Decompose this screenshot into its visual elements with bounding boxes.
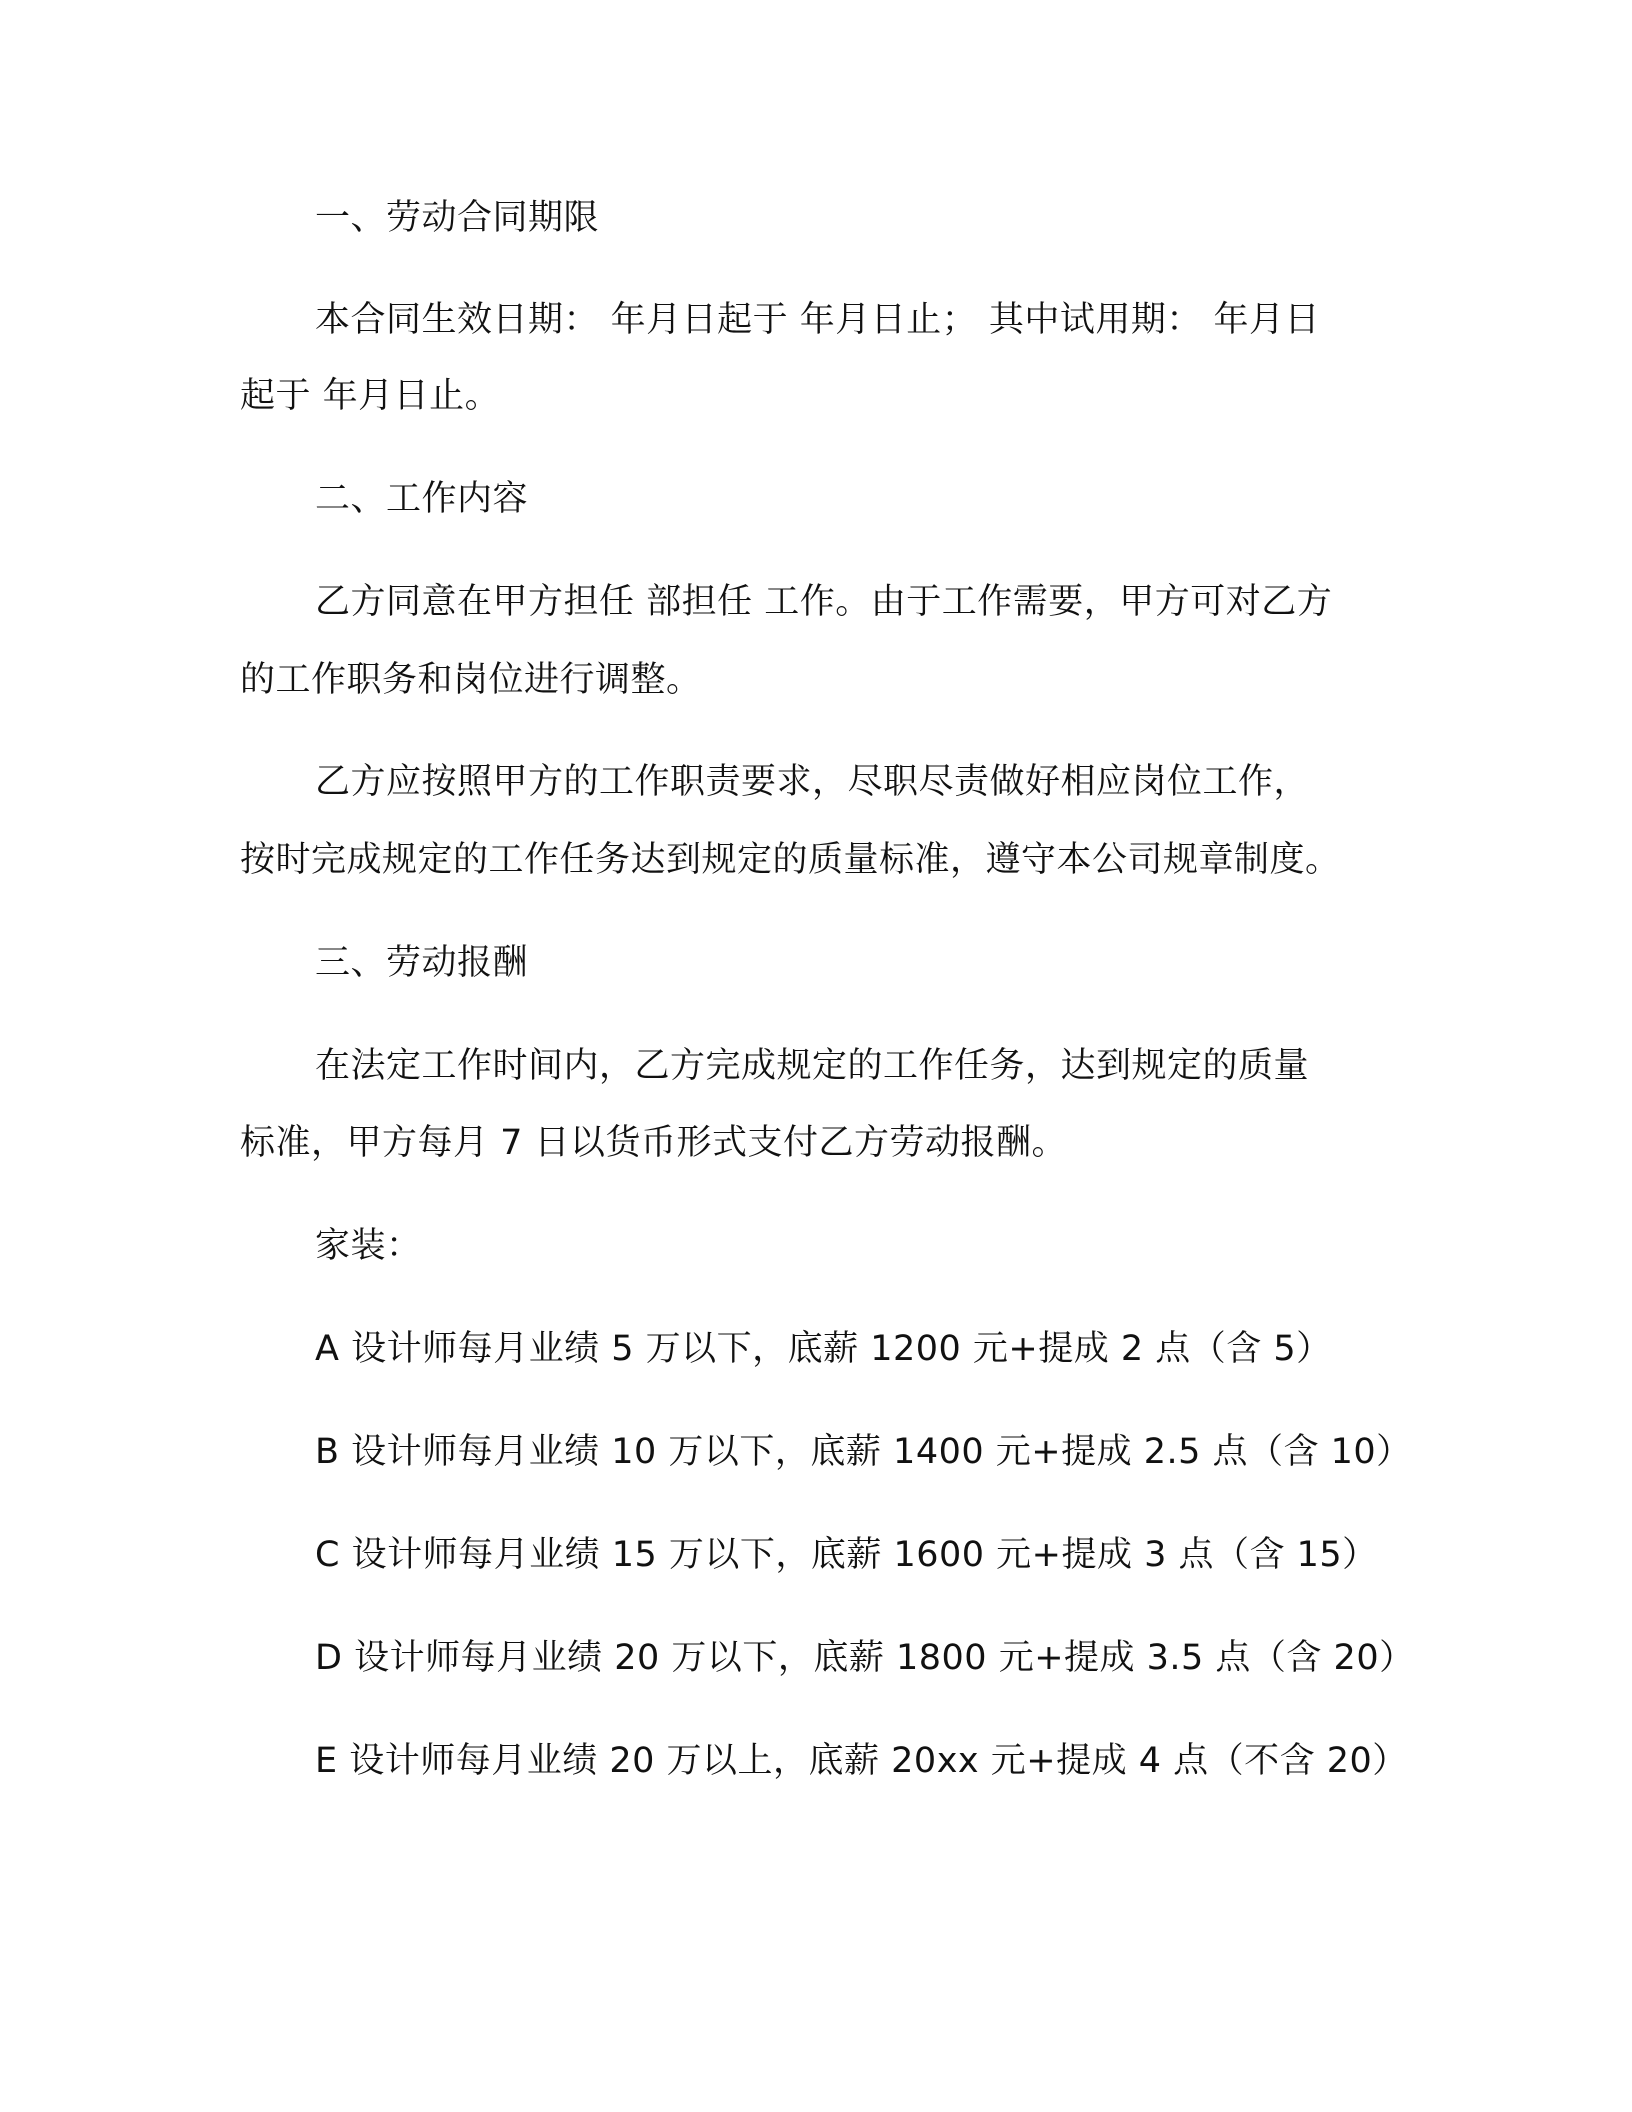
section-3-paragraph-line-1: 在法定工作时间内，乙方完成规定的工作任务，达到规定的质量 [315,1046,1310,1086]
section-2-heading: 二、工作内容 [315,479,529,519]
section-1-paragraph-line-1: 本合同生效日期： 年月日起于 年月日止； 其中试用期： 年月日 [315,300,1321,340]
section-1-paragraph-line-2: 起于 年月日止。 [240,376,501,416]
section-3-paragraph-line-2: 标准，甲方每月 7 日以货币形式支付乙方劳动报酬。 [240,1123,1068,1163]
tier-c-item: C 设计师每月业绩 15 万以下，底薪 1600 元+提成 3 点（含 15） [315,1535,1378,1575]
section-2-paragraph-1-line-1: 乙方同意在甲方担任 部担任 工作。由于工作需要，甲方可对乙方 [315,582,1333,622]
tier-d-item: D 设计师每月业绩 20 万以下，底薪 1800 元+提成 3.5 点（含 20） [315,1638,1415,1678]
section-3-heading: 三、劳动报酬 [315,943,529,983]
section-2-paragraph-2-line-1: 乙方应按照甲方的工作职责要求，尽职尽责做好相应岗位工作， [315,762,1310,802]
section-2-paragraph-1-line-2: 的工作职务和岗位进行调整。 [240,660,702,700]
section-2-paragraph-2-line-2: 按时完成规定的工作任务达到规定的质量标准，遵守本公司规章制度。 [240,840,1341,880]
home-decoration-label: 家装： [315,1226,422,1266]
tier-b-item: B 设计师每月业绩 10 万以下，底薪 1400 元+提成 2.5 点（含 10） [315,1432,1412,1472]
tier-e-item: E 设计师每月业绩 20 万以上，底薪 20xx 元+提成 4 点（不含 20） [315,1741,1408,1781]
section-1-heading: 一、劳动合同期限 [315,198,600,238]
tier-a-item: A 设计师每月业绩 5 万以下，底薪 1200 元+提成 2 点（含 5） [315,1329,1332,1369]
